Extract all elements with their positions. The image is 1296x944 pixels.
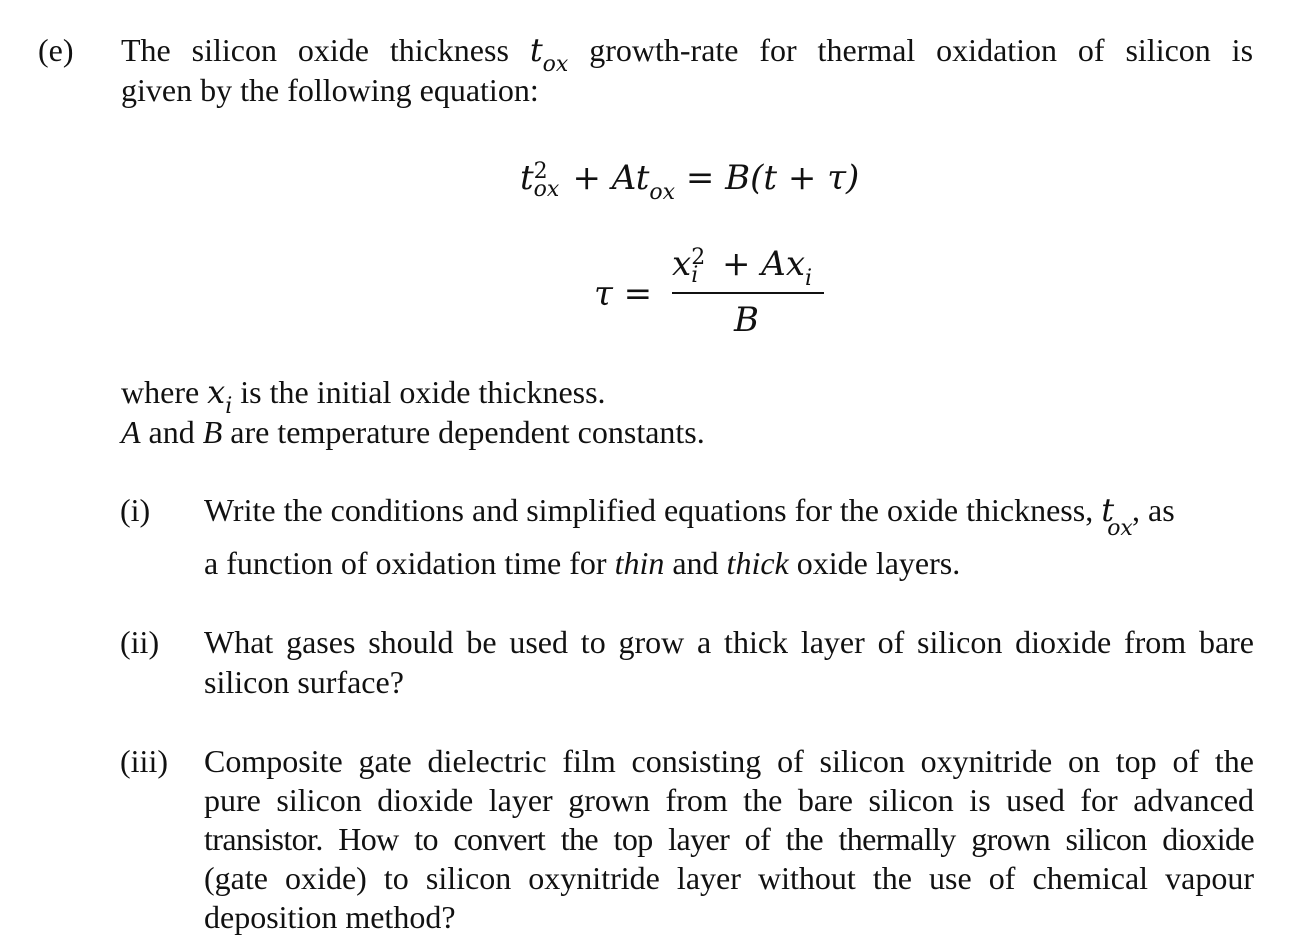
where-line-1: where $x_i$ is the initial oxide thickness. bbox=[121, 373, 606, 419]
question-ii-label: (ii) bbox=[120, 624, 160, 660]
question-ii-line-2: silicon surface? bbox=[204, 664, 404, 700]
intro-text-a: The silicon oxide thickness bbox=[121, 32, 509, 68]
question-i-label: (i) bbox=[120, 492, 151, 528]
question-iii-line-3: transistor. How to convert the top layer of the thermally grown silicon dioxide bbox=[204, 821, 1254, 857]
where-line-2: A and B are temperature dependent constants. bbox=[121, 414, 705, 450]
question-iii-line-5: deposition method? bbox=[204, 899, 456, 935]
question-iii-line-2: pure silicon dioxide layer grown from the bare silicon is used for advanced bbox=[204, 782, 1254, 818]
question-iii-label: (iii) bbox=[120, 743, 168, 779]
tau-denominator: B bbox=[734, 300, 759, 340]
intro-text-b: growth-rate for thermal oxidation of silicon is bbox=[589, 32, 1254, 68]
question-i-line-1: Write the conditions and simplified equations for the oxide thickness, t ox , as bbox=[204, 491, 1175, 541]
tau-lhs: τ = bbox=[594, 274, 653, 314]
growth-equation: t 2 ox + $At_{ox} = B(t + \tau)$ bbox=[520, 158, 860, 205]
part-label: (e) bbox=[38, 32, 74, 68]
question-iii-line-1: Composite gate dielectric film consisting of silicon oxynitride on top of the bbox=[204, 743, 1254, 779]
question-ii-line-1: What gases should be used to grow a thick layer of silicon dioxide from bare bbox=[204, 624, 1254, 660]
question-iii-line-4: (gate oxide) to silicon oxynitride layer without the use of chemical vapour bbox=[204, 860, 1254, 896]
tox-variable: $t_{ox}$ bbox=[529, 31, 569, 77]
intro-line-1 bbox=[121, 30, 1253, 75]
fraction-bar bbox=[672, 292, 824, 294]
question-i-line-2: a function of oxidation time for thin and thick oxide layers. bbox=[204, 545, 961, 581]
tau-numerator: x 2 i + $Ax_i$ bbox=[672, 244, 813, 291]
intro-line-2: given by the following equation: bbox=[121, 72, 539, 108]
